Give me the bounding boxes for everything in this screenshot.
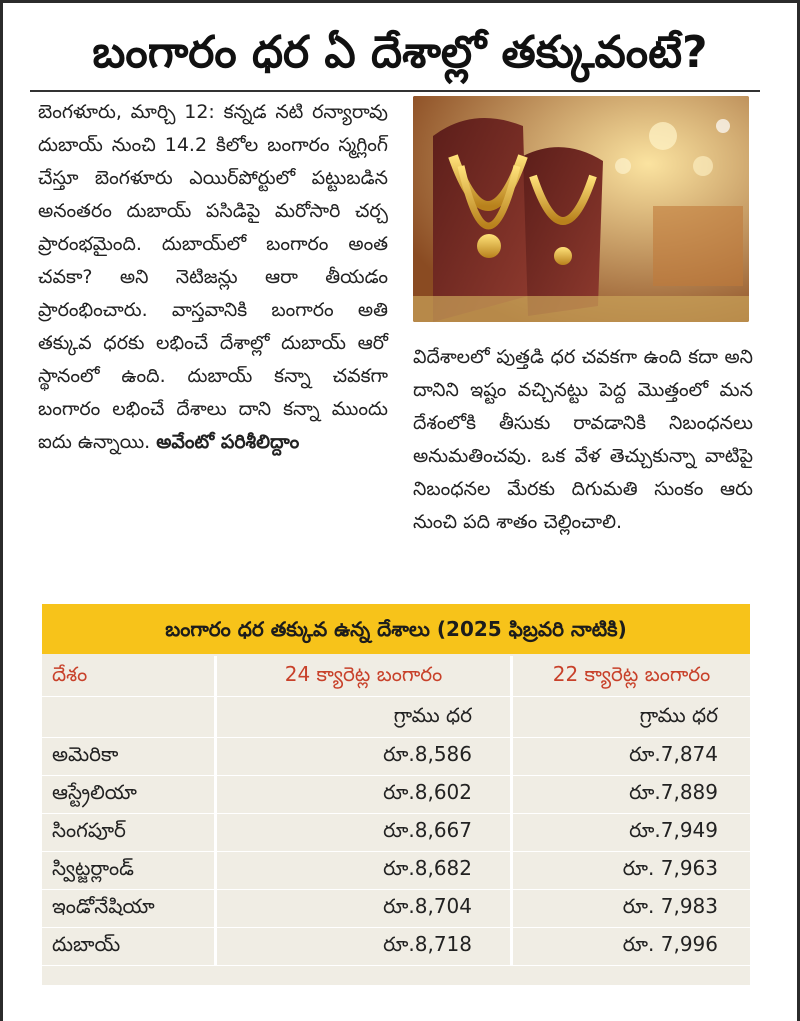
- table-row: [42, 928, 750, 966]
- subheader-country: [42, 697, 216, 738]
- row-price-22k: రూ. 7,963: [512, 852, 751, 890]
- jewellery-illustration: [413, 96, 749, 322]
- row-country: సింగపూర్: [42, 814, 216, 852]
- row-price-22k: రూ.7,874: [512, 738, 751, 776]
- headline: బంగారం ధర ఏ దేశాల్లో తక్కువంటే?: [92, 27, 708, 78]
- table-row: [42, 852, 750, 890]
- headline-rule: [30, 90, 760, 92]
- row-price-22k: రూ. 7,996: [512, 928, 751, 966]
- row-price-24k: రూ.8,718: [216, 928, 512, 966]
- table-row: [42, 738, 750, 776]
- row-price-24k: రూ.8,667: [216, 814, 512, 852]
- gold-price-table: [42, 604, 750, 985]
- right-paragraph: విదేశాలలో పుత్తడి ధర చవకగా ఉంది కదా అని దానిని ఇష్టం వచ్చినట్టు పెద్ద మొత్తంలో మన దేశంలోకి తీసుకు రావడానికి నిబంధనలు అనుమతించవు. ఒక వేళ తెచ్చుకున్నా వాటిపై నిబంధనల మేరకు దిగుమతి సుంకం ఆరు నుంచి పది శాతం చెల్లించాలి.: [413, 346, 753, 533]
- row-country: అమెరికా: [42, 738, 216, 776]
- header-22k: 22 క్యారెట్ల బంగారం: [512, 656, 751, 697]
- subheader-22k: గ్రాము ధర: [512, 697, 751, 738]
- price-table-grid: [42, 656, 750, 966]
- left-closing: అవేంటో పరిశీలిద్దాం: [156, 431, 300, 453]
- left-paragraph: బెంగళూరు, మార్చి 12: కన్నడ నటి రన్యారావు దుబాయ్ నుంచి 14.2 కిలోల బంగారం స్మగ్లింగ్ చేస్తూ బెంగళూరు ఎయిర్‌పోర్టులో పట్టుబడిన అనంతరం దుబాయ్ పసిడిపై మరోసారి చర్చ ప్రారంభమైంది. దుబాయ్‌లో బంగారం అంత చవకా? అని నెటిజన్లు ఆరా తీయడం ప్రారంభించారు. వాస్తవానికి బంగారం అతి తక్కువ ధరకు లభించే దేశాల్లో దుబాయ్ ఆరో స్థానంలో ఉంది. దుబాయ్ కన్నా చవకగా బంగారం లభించే దేశాలు దాని కన్నా ముందు ఐదు ఉన్నాయి.: [38, 101, 388, 453]
- header-24k: 24 క్యారెట్ల బంగారం: [216, 656, 512, 697]
- row-price-24k: రూ.8,602: [216, 776, 512, 814]
- row-country: ఇండోనేషియా: [42, 890, 216, 928]
- table-row: [42, 814, 750, 852]
- row-price-22k: రూ.7,889: [512, 776, 751, 814]
- row-price-24k: రూ.8,704: [216, 890, 512, 928]
- row-country: ఆస్ట్రేలియా: [42, 776, 216, 814]
- right-column: [413, 341, 753, 539]
- table-title: బంగారం ధర తక్కువ ఉన్న దేశాలు (2025 ఫిబ్రవరి నాటికి): [42, 604, 750, 654]
- row-price-22k: రూ.7,949: [512, 814, 751, 852]
- row-price-24k: రూ.8,586: [216, 738, 512, 776]
- table-row: [42, 890, 750, 928]
- row-country: స్విట్జర్లాండ్: [42, 852, 216, 890]
- table-header-row: [42, 656, 750, 697]
- table-subheader-row: [42, 697, 750, 738]
- row-country: దుబాయ్: [42, 928, 216, 966]
- left-column: [38, 96, 388, 459]
- header-country: దేశం: [42, 656, 216, 697]
- row-price-22k: రూ. 7,983: [512, 890, 751, 928]
- table-row: [42, 776, 750, 814]
- row-price-24k: రూ.8,682: [216, 852, 512, 890]
- gold-jewellery-photo: [413, 96, 749, 322]
- subheader-24k: గ్రాము ధర: [216, 697, 512, 738]
